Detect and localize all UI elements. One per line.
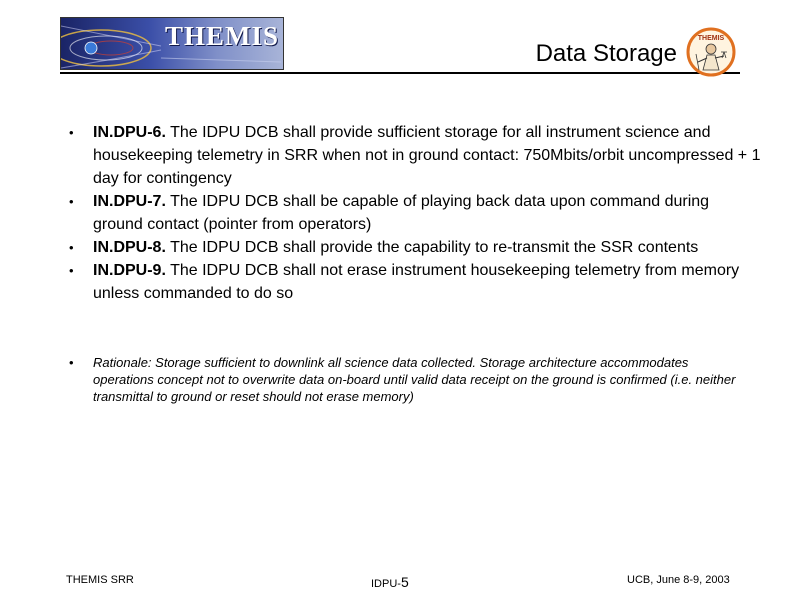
footer-left-text: THEMIS SRR — [66, 574, 134, 586]
themis-mascot-logo — [683, 26, 739, 78]
footer-right-text: UCB, June 8-9, 2003 — [627, 574, 730, 586]
themis-logo-banner — [60, 17, 284, 70]
requirement-text: The IDPU DCB shall be capable of playing back data upon command during ground contact (pointer from operators) — [93, 193, 710, 233]
requirement-item — [62, 259, 762, 305]
rationale-note: • Rationale: Storage sufficient to downlink all science data collected. Storage architecture accommodates operations concept not to overwrite data on-board until valid data receipt on the ground is confirmed (i.e. neither transmittal to ground or reset should not erase memory) — [62, 354, 752, 405]
footer-page-prefix: IDPU- — [371, 578, 401, 590]
requirement-text: The IDPU DCB shall provide the capability to re-transmit the SSR contents — [165, 239, 699, 256]
requirement-item — [62, 236, 762, 259]
requirements-list — [62, 121, 762, 305]
svg-text:THEMIS: THEMIS — [697, 35, 725, 42]
footer-page-label — [371, 574, 409, 590]
requirement-text: The IDPU DCB shall provide sufficient storage for all instrument science and housekeeping telemetry in SRR when not in ground contact: 750Mbits/orbit uncompressed + 1 day for contingency — [93, 124, 761, 187]
requirement-id: IN.DPU-6. — [93, 124, 166, 141]
slide-title: Data Storage — [535, 40, 677, 67]
requirement-text: The IDPU DCB shall not erase instrument housekeeping telemetry from memory unless commanded to do so — [93, 262, 740, 302]
requirement-item — [62, 121, 762, 190]
title-divider — [60, 72, 740, 74]
requirement-id: IN.DPU-7. — [93, 193, 166, 210]
requirement-id: IN.DPU-8. — [93, 239, 166, 256]
requirement-id: IN.DPU-9. — [93, 262, 166, 279]
logo-text: THEMIS — [165, 21, 280, 51]
page-number: 5 — [400, 574, 409, 590]
requirement-item — [62, 190, 762, 236]
